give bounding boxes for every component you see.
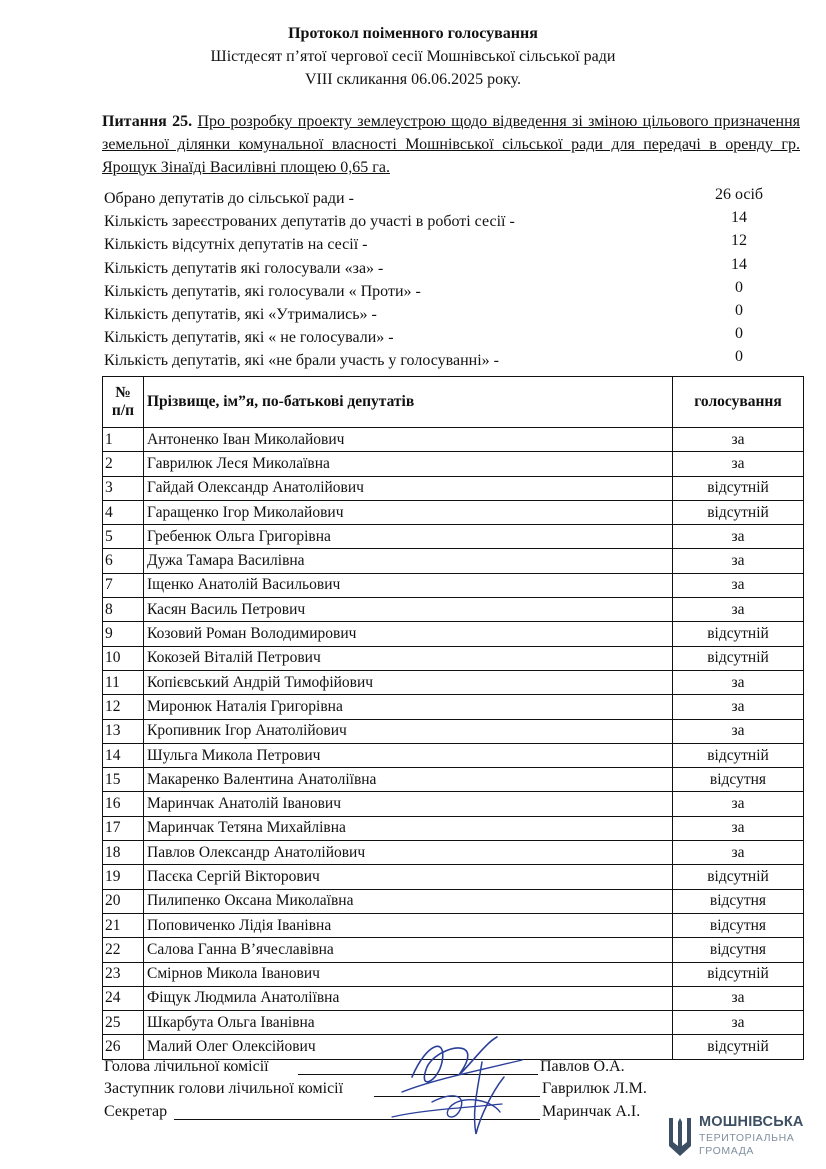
row-number: 3 bbox=[103, 476, 144, 500]
vote-result: за bbox=[673, 816, 804, 840]
table-row bbox=[103, 792, 804, 816]
stat-label: Кількість депутатів, які голосували « Проти» - bbox=[104, 282, 421, 300]
vote-result: за bbox=[673, 598, 804, 622]
deputy-name: Маринчак Тетяна Михайлівна bbox=[144, 816, 673, 840]
vote-result: за bbox=[673, 986, 804, 1010]
deputy-name: Пилипенко Оксана Миколаївна bbox=[144, 889, 673, 913]
column-header-number bbox=[103, 377, 144, 428]
stat-value: 0 bbox=[735, 348, 743, 366]
vote-result: відсутній bbox=[673, 476, 804, 500]
deputy-name: Пасєка Сергій Вікторович bbox=[144, 865, 673, 889]
chair-label: Голова лічильної комісії bbox=[104, 1058, 269, 1075]
stat-value: 26 осіб bbox=[714, 186, 764, 203]
deputy-name: Іщенко Анатолій Васильович bbox=[144, 573, 673, 597]
row-number: 19 bbox=[103, 865, 144, 889]
table-row bbox=[103, 889, 804, 913]
stat-row bbox=[104, 211, 804, 234]
table-row bbox=[103, 743, 804, 767]
row-number: 9 bbox=[103, 622, 144, 646]
table-row bbox=[103, 622, 804, 646]
stat-row bbox=[104, 278, 804, 304]
stat-row bbox=[104, 350, 804, 373]
question-number: Питання 25. bbox=[102, 113, 193, 130]
deputy-name: Дужа Тамара Василівна bbox=[144, 549, 673, 573]
deputy-name: Гаврилюк Леся Миколаївна bbox=[144, 452, 673, 476]
stat-label: Кількість депутатів які голосували «за» - bbox=[104, 259, 384, 277]
stat-label: Кількість відсутніх депутатів на сесії - bbox=[104, 236, 368, 254]
vote-result: відсутній bbox=[673, 500, 804, 524]
document-title: Протокол поіменного голосування bbox=[288, 25, 538, 42]
deputy-name: Макаренко Валентина Анатоліївна bbox=[144, 768, 673, 792]
secretary-name: Маринчак А.І. bbox=[542, 1103, 641, 1120]
vote-result: відсутній bbox=[673, 646, 804, 670]
stat-label: Кількість депутатів, які «Утримались» - bbox=[104, 305, 377, 323]
stat-value: 0 bbox=[735, 278, 743, 296]
vote-result: відсутня bbox=[673, 889, 804, 913]
vote-result: за bbox=[673, 525, 804, 549]
table-row bbox=[103, 913, 804, 937]
stat-row bbox=[104, 301, 804, 327]
table-row bbox=[103, 865, 804, 889]
row-number: 13 bbox=[103, 719, 144, 743]
stat-value: 14 bbox=[731, 255, 747, 273]
row-number: 18 bbox=[103, 841, 144, 865]
table-row bbox=[103, 986, 804, 1010]
row-number: 8 bbox=[103, 598, 144, 622]
deputy-name: Малий Олег Олексійович bbox=[144, 1035, 673, 1059]
stat-row bbox=[104, 255, 804, 281]
vote-result: відсутній bbox=[673, 962, 804, 986]
vote-result: відсутній bbox=[673, 865, 804, 889]
agenda-question bbox=[102, 110, 800, 179]
stat-label: Кількість депутатів, які «не брали участь у голосуванні» - bbox=[104, 352, 499, 370]
logo-subtitle-2: ГРОМАДА bbox=[699, 1145, 755, 1157]
stat-value: 14 bbox=[731, 209, 747, 227]
deputy-name: Шульга Микола Петрович bbox=[144, 743, 673, 767]
vote-result: відсутня bbox=[673, 768, 804, 792]
row-number: 12 bbox=[103, 695, 144, 719]
vote-result: відсутня bbox=[673, 913, 804, 937]
row-number: 21 bbox=[103, 913, 144, 937]
roll-call-table bbox=[102, 376, 804, 1060]
deputy-name: Антоненко Іван Миколайович bbox=[144, 428, 673, 452]
row-number: 2 bbox=[103, 452, 144, 476]
stat-row bbox=[104, 188, 804, 211]
table-row bbox=[103, 768, 804, 792]
handwritten-signature bbox=[372, 1022, 547, 1142]
table-header-row bbox=[103, 377, 804, 428]
row-number: 15 bbox=[103, 768, 144, 792]
logo-subtitle-1: ТЕРИТОРІАЛЬНА bbox=[699, 1132, 795, 1144]
deputy-name: Кропивник Ігор Анатолійович bbox=[144, 719, 673, 743]
column-header-vote: голосування bbox=[673, 377, 804, 428]
vote-result: за bbox=[673, 695, 804, 719]
stat-value: 12 bbox=[731, 232, 747, 250]
row-number: 17 bbox=[103, 816, 144, 840]
row-number: 25 bbox=[103, 1011, 144, 1035]
column-header-name: Прізвище, ім”я, по-батькові депутатів bbox=[144, 377, 673, 428]
table-row bbox=[103, 719, 804, 743]
deputy-name: Касян Василь Петрович bbox=[144, 598, 673, 622]
row-number: 1 bbox=[103, 428, 144, 452]
deputy-name: Миронюк Наталія Григорівна bbox=[144, 695, 673, 719]
vote-result: за bbox=[673, 792, 804, 816]
table-row bbox=[103, 525, 804, 549]
row-number: 14 bbox=[103, 743, 144, 767]
row-number: 24 bbox=[103, 986, 144, 1010]
vote-result: за bbox=[673, 573, 804, 597]
header-num-symbol: № bbox=[115, 384, 131, 401]
deputy-name: Гаращенко Ігор Миколайович bbox=[144, 500, 673, 524]
deputy-name: Копієвський Андрій Тимофійович bbox=[144, 670, 673, 694]
deputy-name: Кокозей Віталій Петрович bbox=[144, 646, 673, 670]
row-number: 20 bbox=[103, 889, 144, 913]
deputy-name: Салова Ганна В’ячеславівна bbox=[144, 938, 673, 962]
stat-label: Кількість зареєстрованих депутатів до участі в роботі сесії - bbox=[104, 213, 515, 231]
deputy-name: Фіщук Людмила Анатоліївна bbox=[144, 986, 673, 1010]
stat-row bbox=[104, 327, 804, 350]
deputy-name: Павлов Олександр Анатолійович bbox=[144, 841, 673, 865]
row-number: 5 bbox=[103, 525, 144, 549]
deputy-name: Смірнов Микола Іванович bbox=[144, 962, 673, 986]
row-number: 16 bbox=[103, 792, 144, 816]
vote-result: за bbox=[673, 670, 804, 694]
row-number: 22 bbox=[103, 938, 144, 962]
chair-name: Павлов О.А. bbox=[540, 1058, 625, 1075]
table-row bbox=[103, 573, 804, 597]
table-row bbox=[103, 646, 804, 670]
vote-result: за bbox=[673, 549, 804, 573]
row-number: 10 bbox=[103, 646, 144, 670]
deputy-name: Поповиченко Лідія Іванівна bbox=[144, 913, 673, 937]
vote-result: за bbox=[673, 428, 804, 452]
stat-label: Кількість депутатів, які « не голосували» - bbox=[104, 329, 394, 347]
vote-result: за bbox=[673, 719, 804, 743]
document-subtitle: Шістдесят п’ятої чергової сесії Мошнівської сільської ради bbox=[210, 48, 616, 65]
deputy-name: Маринчак Анатолій Іванович bbox=[144, 792, 673, 816]
deputy-name: Козовий Роман Володимирович bbox=[144, 622, 673, 646]
table-row bbox=[103, 841, 804, 865]
row-number: 26 bbox=[103, 1035, 144, 1059]
table-row bbox=[103, 938, 804, 962]
vote-result: за bbox=[673, 452, 804, 476]
table-row bbox=[103, 476, 804, 500]
deputy-label: Заступник голови лічильної комісії bbox=[104, 1080, 344, 1097]
community-logo bbox=[666, 1114, 816, 1160]
stat-value: 0 bbox=[735, 301, 743, 319]
deputy-name: Гребенюк Ольга Григорівна bbox=[144, 525, 673, 549]
table-row bbox=[103, 452, 804, 476]
row-number: 23 bbox=[103, 962, 144, 986]
stat-value: 0 bbox=[735, 325, 743, 343]
header-num-abbr: п/п bbox=[111, 402, 135, 419]
table-row bbox=[103, 549, 804, 573]
table-row bbox=[103, 695, 804, 719]
vote-result: відсутній bbox=[673, 743, 804, 767]
vote-result: відсутній bbox=[673, 1035, 804, 1059]
table-row bbox=[103, 670, 804, 694]
question-text: Про розробку проекту землеустрою щодо відведення зі зміною цільового призначення земельної ділянки комунальної власності Мошнівської сільської ради для передачі в оренду гр. Ярощук Зінаїді Василівні площею 0,65 га. bbox=[102, 113, 800, 176]
trident-icon bbox=[666, 1116, 694, 1158]
vote-result: відсутня bbox=[673, 938, 804, 962]
stat-row bbox=[104, 234, 804, 257]
logo-title: МОШНІВСЬКА bbox=[699, 1114, 804, 1130]
session-line: VIII скликання 06.06.2025 року. bbox=[304, 71, 522, 88]
vote-result: за bbox=[673, 1011, 804, 1035]
table-row bbox=[103, 962, 804, 986]
table-row bbox=[103, 500, 804, 524]
row-number: 7 bbox=[103, 573, 144, 597]
secretary-label: Секретар bbox=[104, 1103, 168, 1120]
deputy-name: Шкарбута Ольга Іванівна bbox=[144, 1011, 673, 1035]
deputy-name: Гаврилюк Л.М. bbox=[542, 1080, 647, 1097]
row-number: 6 bbox=[103, 549, 144, 573]
row-number: 11 bbox=[103, 670, 144, 694]
row-number: 4 bbox=[103, 500, 144, 524]
table-row bbox=[103, 428, 804, 452]
vote-statistics bbox=[104, 188, 804, 374]
table-row bbox=[103, 816, 804, 840]
vote-result: відсутній bbox=[673, 622, 804, 646]
deputy-name: Гайдай Олександр Анатолійович bbox=[144, 476, 673, 500]
vote-result: за bbox=[673, 841, 804, 865]
stat-label: Обрано депутатів до сільської ради - bbox=[104, 190, 354, 207]
table-row bbox=[103, 598, 804, 622]
